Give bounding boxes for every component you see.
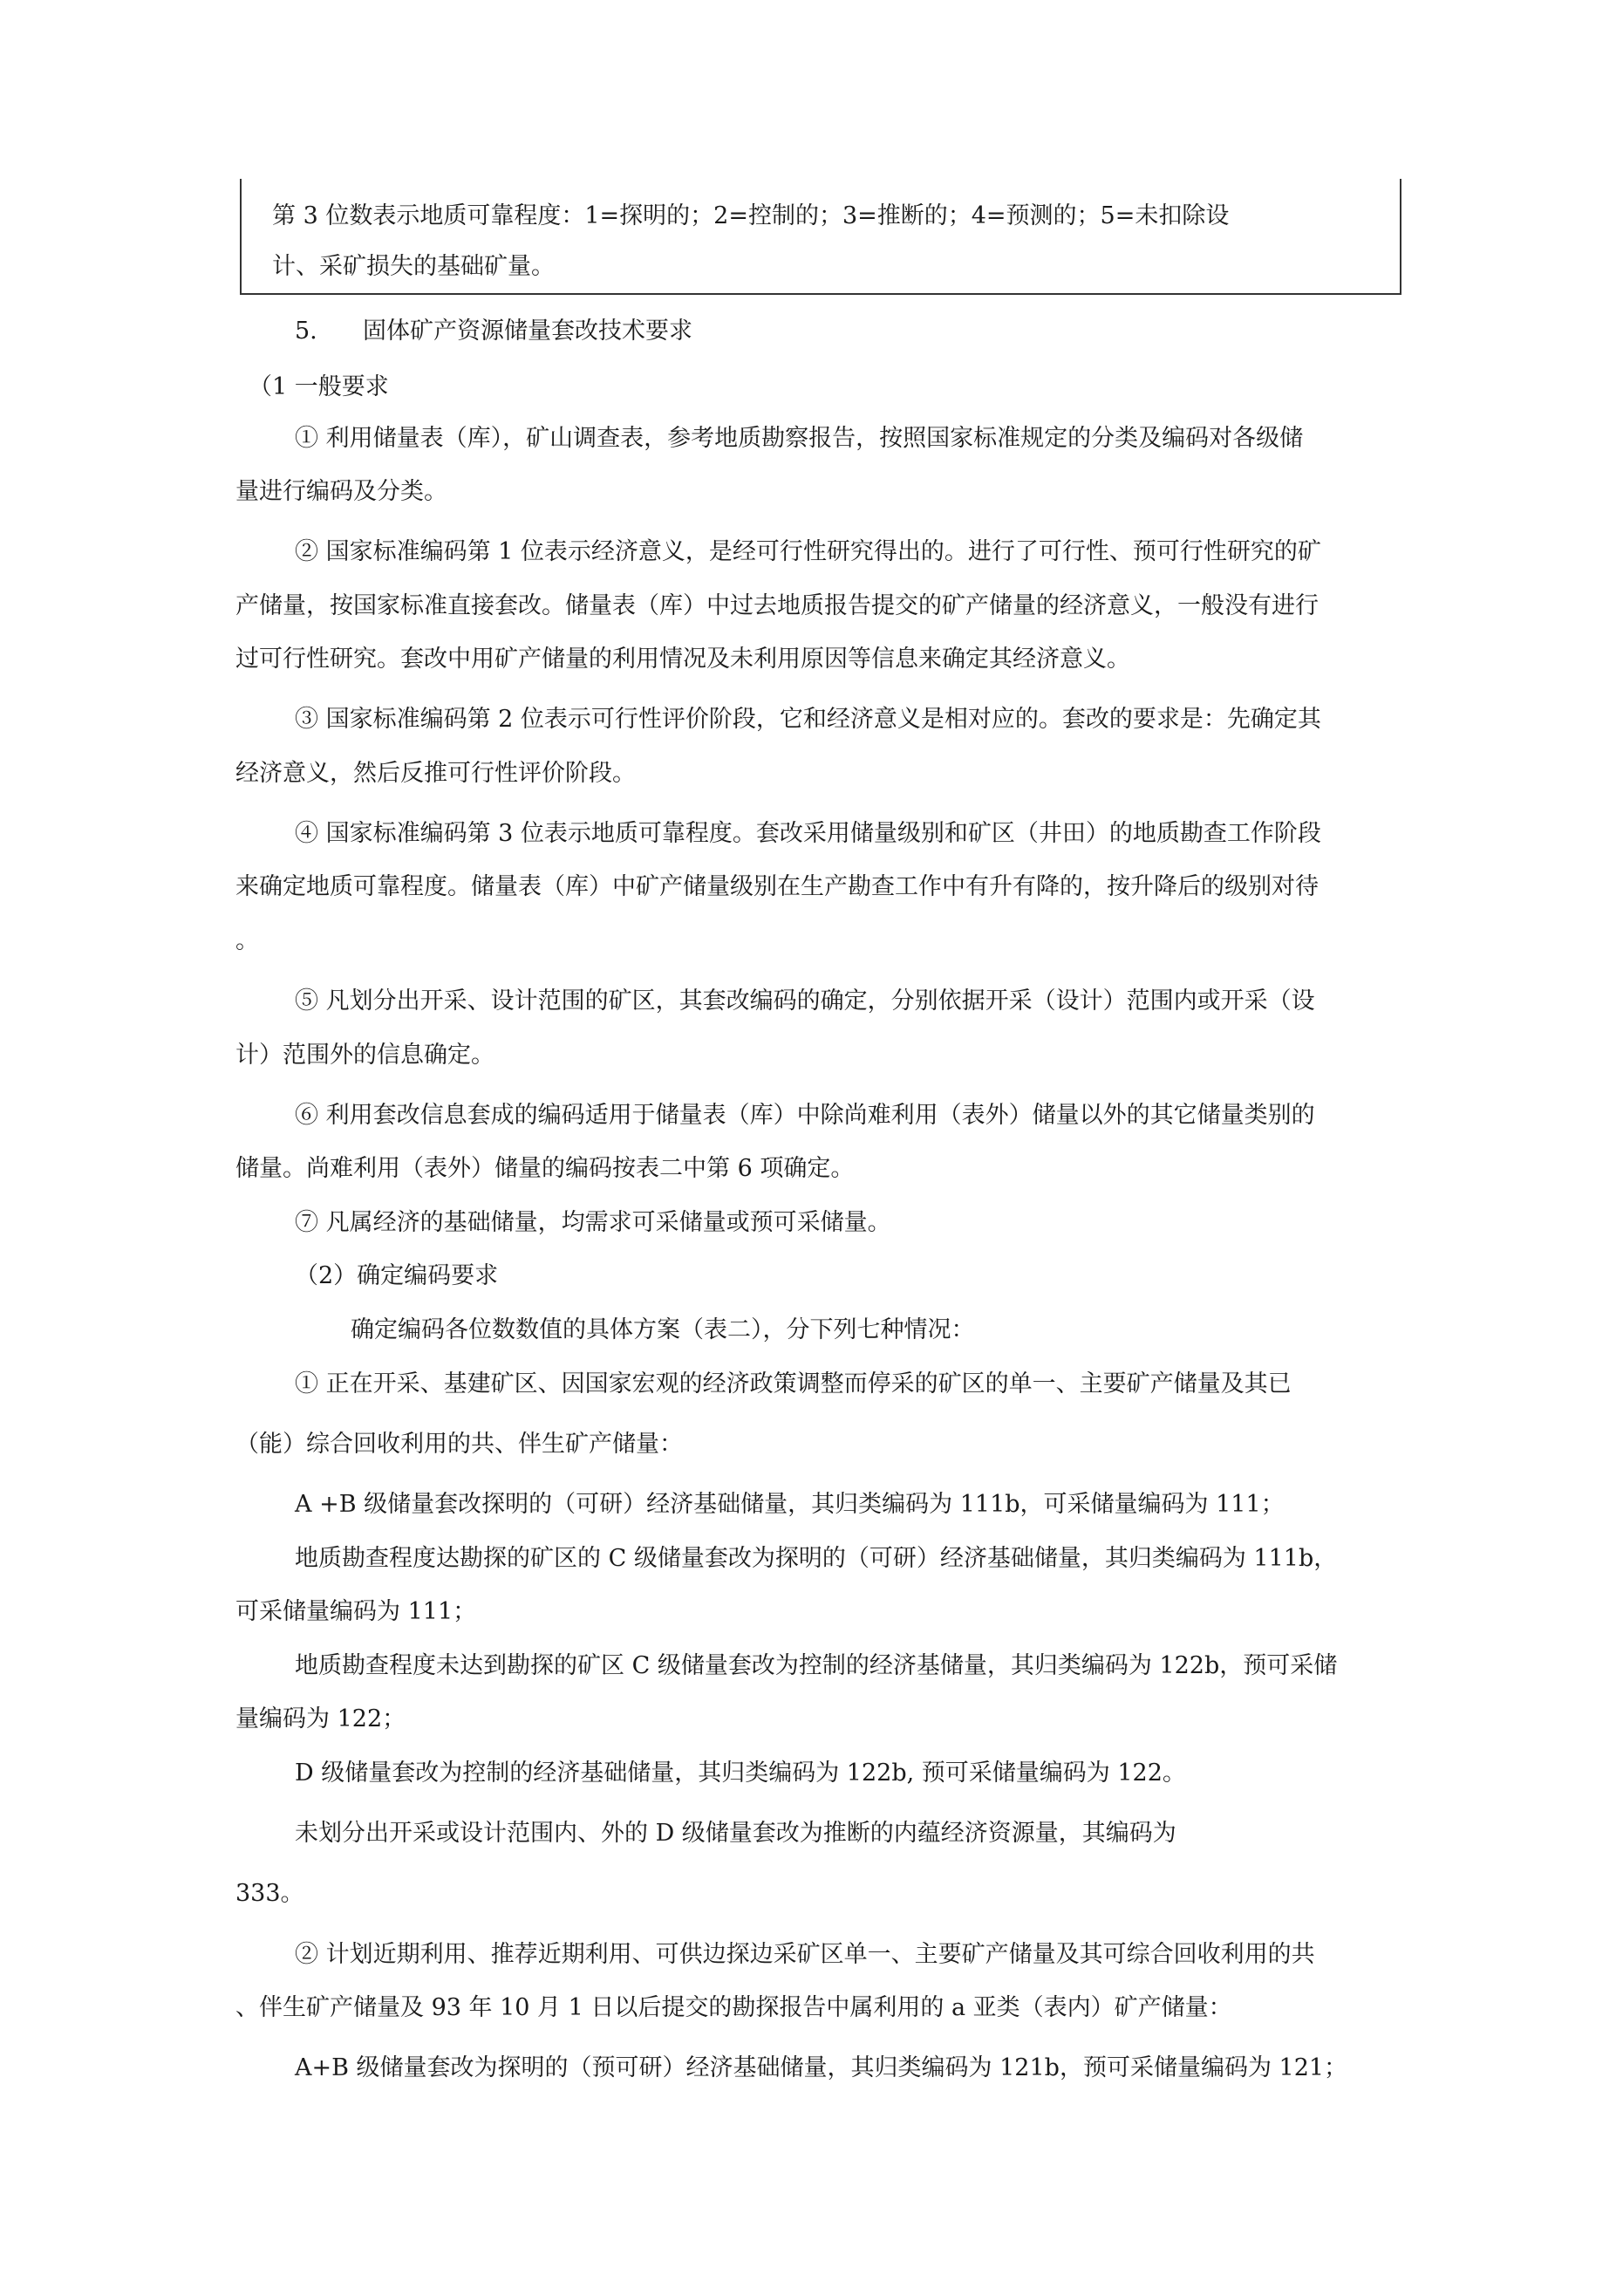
paragraph-line: 计）范围外的信息确定。 — [235, 1042, 494, 1069]
paragraph-line: 量进行编码及分类。 — [235, 478, 447, 505]
paragraph-line: 储量。尚难利用（表外）储量的编码按表二中第 6 项确定。 — [235, 1155, 855, 1182]
paragraph-line: 来确定地质可靠程度。储量表（库）中矿产储量级别在生产勘查工作中有升有降的，按升降后的级别对待 — [235, 873, 1319, 900]
paragraph-line: ④ 国家标准编码第 3 位表示地质可靠程度。套改采用储量级别和矿区（井田）的地质勘查工作阶段 — [295, 820, 1321, 847]
paragraph-line: D 级储量套改为控制的经济基础储量，其归类编码为 122b, 预可采储量编码为 122。 — [295, 1760, 1186, 1787]
paragraph-line: ① 正在开采、基建矿区、因国家宏观的经济政策调整而停采的矿区的单一、主要矿产储量及其已 — [295, 1370, 1292, 1397]
paragraph-line: ② 国家标准编码第 1 位表示经济意义，是经可行性研究得出的。进行了可行性、预可行性研究的矿 — [295, 538, 1321, 565]
paragraph-line: 未划分出开采或设计范围内、外的 D 级储量套改为推断的内蕴经济资源量，其编码为 — [295, 1820, 1176, 1847]
paragraph-line: ⑥ 利用套改信息套成的编码适用于储量表（库）中除尚难利用（表外）储量以外的其它储量类别的 — [295, 1102, 1315, 1129]
paragraph-line: 确定编码各位数数值的具体方案（表二），分下列七种情况： — [351, 1316, 975, 1343]
paragraph-line: 、伴生矿产储量及 93 年 10 月 1 日以后提交的勘探报告中属利用的 a 亚类（表内）矿产储量： — [235, 1994, 1232, 2021]
paragraph-line: ③ 国家标准编码第 2 位表示可行性评价阶段，它和经济意义是相对应的。套改的要求是：先确定其 — [295, 706, 1321, 733]
paragraph-line: 过可行性研究。套改中用矿产储量的利用情况及未利用原因等信息来确定其经济意义。 — [235, 646, 1130, 673]
paragraph-line: ⑦ 凡属经济的基础储量，均需求可采储量或预可采储量。 — [295, 1209, 891, 1236]
paragraph-line: 量编码为 122； — [235, 1705, 406, 1732]
section-title: 固体矿产资源储量套改技术要求 — [363, 318, 692, 345]
paragraph-line: ① 利用储量表（库），矿山调查表，参考地质勘察报告，按照国家标准规定的分类及编码对各级储 — [295, 425, 1304, 452]
box-line-2: 计、采矿损失的基础矿量。 — [272, 253, 555, 280]
paragraph-line: ⑤ 凡划分出开采、设计范围的矿区，其套改编码的确定，分别依据开采（设计）范围内或开采（设 — [295, 987, 1315, 1015]
paragraph-line: 经济意义，然后反推可行性评价阶段。 — [235, 760, 636, 787]
paragraph-line: 333。 — [235, 1880, 304, 1907]
subheading-general: （1 一般要求 — [249, 373, 389, 400]
subheading-coding: （2）确定编码要求 — [295, 1262, 499, 1289]
box-line-1: 第 3 位数表示地质可靠程度：1=探明的；2=控制的；3=推断的；4=预测的；5=未扣除设 — [272, 202, 1230, 229]
paragraph-line: A+B 级储量套改为探明的（预可研）经济基础储量，其归类编码为 121b，预可采储量编码为 121； — [295, 2054, 1348, 2081]
paragraph-line: 。 — [235, 927, 259, 954]
paragraph-line: 地质勘查程度达勘探的矿区的 C 级储量套改为探明的（可研）经济基础储量，其归类编码为 111b， — [295, 1545, 1338, 1572]
paragraph-line: （能）综合回收利用的共、伴生矿产储量： — [235, 1431, 683, 1458]
paragraph-line: 可采储量编码为 111； — [235, 1598, 477, 1625]
paragraph-line: 地质勘查程度未达到勘探的矿区 C 级储量套改为控制的经济基储量，其归类编码为 122b，预可采储 — [295, 1652, 1338, 1679]
paragraph-line: A +B 级储量套改探明的（可研）经济基础储量，其归类编码为 111b，可采储量编码为 111； — [295, 1491, 1285, 1518]
paragraph-line: ② 计划近期利用、推荐近期利用、可供边探边采矿区单一、主要矿产储量及其可综合回收利用的共 — [295, 1941, 1315, 1968]
section-number: 5. — [295, 318, 317, 345]
paragraph-line: 产储量，按国家标准直接套改。储量表（库）中过去地质报告提交的矿产储量的经济意义，一般没有进行 — [235, 592, 1319, 619]
